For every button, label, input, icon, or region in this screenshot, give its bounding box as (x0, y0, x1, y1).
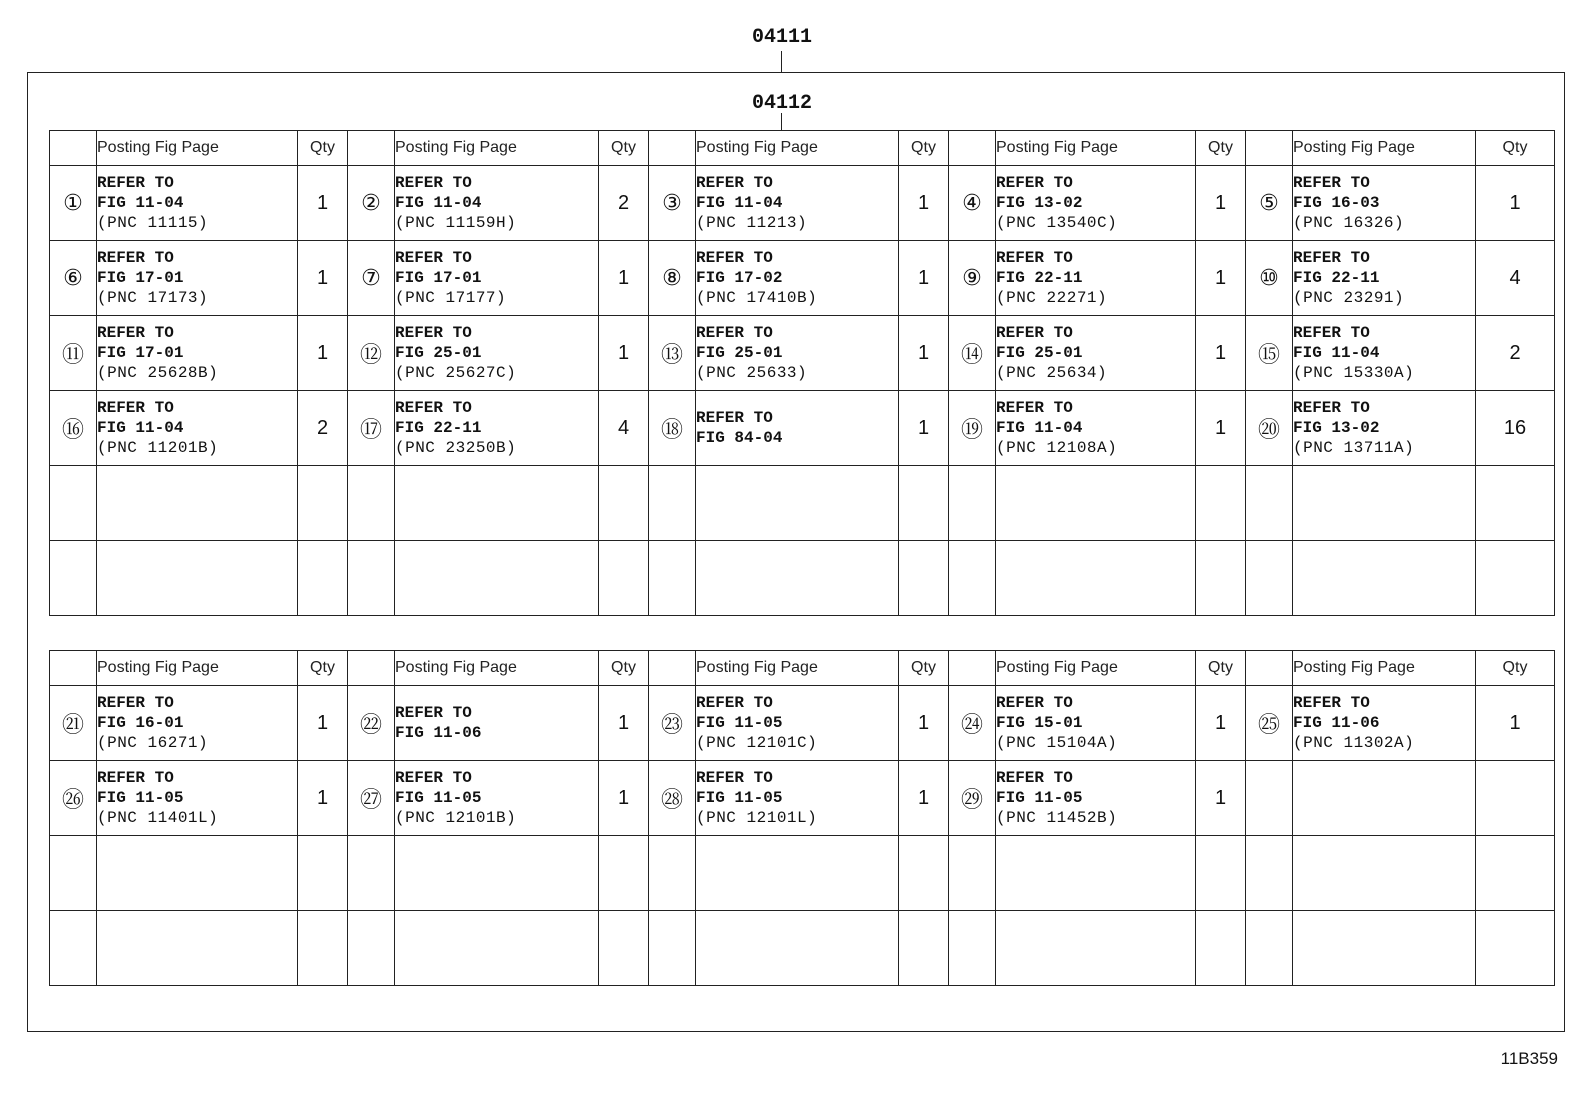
posting-fig-page-cell (395, 911, 599, 986)
header-num-cell (1246, 131, 1293, 166)
qty-cell (599, 541, 649, 616)
header-num-cell (50, 651, 97, 686)
pnc-line: (PNC 11159H) (395, 214, 517, 232)
qty-cell (599, 911, 649, 986)
header-page-cell: Posting Fig Page (696, 651, 899, 686)
fig-line: FIG 11-04 (395, 194, 482, 212)
qty-cell: 16 (1476, 391, 1555, 466)
refer-line: REFER TO (97, 694, 174, 712)
item-number-cell: ⑭ (949, 316, 996, 391)
table-body (50, 166, 1555, 616)
header-page-cell: Posting Fig Page (996, 131, 1196, 166)
posting-fig-page-cell (1293, 836, 1476, 911)
header-num-cell (649, 131, 696, 166)
posting-fig-page-cell (1293, 686, 1476, 761)
item-number-cell: ⑰ (348, 391, 395, 466)
table-row (50, 241, 1555, 316)
qty-cell: 1 (298, 166, 348, 241)
item-number-cell (649, 466, 696, 541)
refer-line: REFER TO (696, 324, 773, 342)
posting-fig-page-cell (696, 166, 899, 241)
refer-line: REFER TO (97, 769, 174, 787)
item-number-cell (348, 466, 395, 541)
refer-line: REFER TO (696, 249, 773, 267)
pnc-line: (PNC 25628B) (97, 364, 219, 382)
header-page-cell: Posting Fig Page (1293, 131, 1476, 166)
table-header (50, 651, 1555, 686)
refer-line: REFER TO (996, 249, 1073, 267)
refer-line: REFER TO (97, 399, 174, 417)
item-number-cell: ㉙ (949, 761, 996, 836)
header-num-cell (348, 131, 395, 166)
refer-line: REFER TO (395, 704, 472, 722)
qty-cell: 1 (899, 166, 949, 241)
fig-line: FIG 11-04 (97, 419, 184, 437)
callout-inner-label: 04112 (751, 92, 813, 115)
parts-table-1 (49, 130, 1555, 616)
qty-cell: 1 (1196, 761, 1246, 836)
item-number-cell: ⑱ (649, 391, 696, 466)
callout-outer-label: 04111 (751, 26, 813, 49)
qty-cell: 1 (599, 316, 649, 391)
header-page-cell: Posting Fig Page (996, 651, 1196, 686)
qty-cell: 2 (1476, 316, 1555, 391)
fig-line: FIG 11-04 (97, 194, 184, 212)
item-number-cell (50, 836, 97, 911)
pnc-line: (PNC 11213) (696, 214, 808, 232)
fig-line: FIG 11-05 (395, 789, 482, 807)
header-num-cell (1246, 651, 1293, 686)
table-row (50, 836, 1555, 911)
posting-fig-page-cell (696, 911, 899, 986)
pnc-line: (PNC 12101B) (395, 809, 517, 827)
item-number-cell: ㉒ (348, 686, 395, 761)
posting-fig-page-cell (696, 836, 899, 911)
parts-table-2 (49, 650, 1555, 986)
table-row (50, 466, 1555, 541)
posting-fig-page-cell (996, 391, 1196, 466)
qty-cell: 4 (599, 391, 649, 466)
item-number-cell: ① (50, 166, 97, 241)
refer-line: REFER TO (1293, 399, 1370, 417)
fig-line: FIG 16-01 (97, 714, 184, 732)
qty-cell: 1 (599, 686, 649, 761)
item-number-cell (1246, 761, 1293, 836)
qty-cell: 1 (899, 391, 949, 466)
qty-cell: 1 (1196, 166, 1246, 241)
qty-cell (1476, 466, 1555, 541)
posting-fig-page-cell (996, 686, 1196, 761)
refer-line: REFER TO (97, 324, 174, 342)
header-qty-cell: Qty (1196, 651, 1246, 686)
header-num-cell (949, 131, 996, 166)
fig-line: FIG 22-11 (996, 269, 1083, 287)
posting-fig-page-cell (696, 391, 899, 466)
pnc-line: (PNC 23250B) (395, 439, 517, 457)
item-number-cell (649, 836, 696, 911)
posting-fig-page-cell (1293, 316, 1476, 391)
qty-cell (1196, 466, 1246, 541)
qty-cell: 1 (298, 241, 348, 316)
qty-cell: 1 (899, 241, 949, 316)
item-number-cell: ㉓ (649, 686, 696, 761)
fig-line: FIG 11-05 (996, 789, 1083, 807)
header-num-cell (949, 651, 996, 686)
header-qty-cell: Qty (298, 651, 348, 686)
header-qty-cell: Qty (599, 131, 649, 166)
item-number-cell: ㉑ (50, 686, 97, 761)
qty-cell: 1 (599, 761, 649, 836)
callout-inner-leader (781, 113, 782, 130)
fig-line: FIG 11-06 (1293, 714, 1380, 732)
posting-fig-page-cell (696, 541, 899, 616)
refer-line: REFER TO (1293, 174, 1370, 192)
fig-line: FIG 15-01 (996, 714, 1083, 732)
qty-cell: 1 (1196, 316, 1246, 391)
fig-line: FIG 11-04 (1293, 344, 1380, 362)
item-number-cell: ⑥ (50, 241, 97, 316)
item-number-cell (1246, 911, 1293, 986)
item-number-cell: ㉘ (649, 761, 696, 836)
posting-fig-page-cell (1293, 241, 1476, 316)
pnc-line: (PNC 11302A) (1293, 734, 1415, 752)
posting-fig-page-cell (996, 836, 1196, 911)
pnc-line: (PNC 13540C) (996, 214, 1118, 232)
posting-fig-page-cell (97, 466, 298, 541)
item-number-cell (348, 911, 395, 986)
figure-id: 11B359 (1500, 1049, 1558, 1068)
item-number-cell: ⑪ (50, 316, 97, 391)
fig-line: FIG 17-01 (97, 344, 184, 362)
item-number-cell: ㉖ (50, 761, 97, 836)
header-qty-cell: Qty (599, 651, 649, 686)
item-number-cell (949, 541, 996, 616)
posting-fig-page-cell (1293, 911, 1476, 986)
qty-cell (899, 911, 949, 986)
item-number-cell (649, 541, 696, 616)
table-row (50, 911, 1555, 986)
posting-fig-page-cell (395, 836, 599, 911)
posting-fig-page-cell (395, 466, 599, 541)
qty-cell (1196, 836, 1246, 911)
header-page-cell: Posting Fig Page (1293, 651, 1476, 686)
refer-line: REFER TO (696, 174, 773, 192)
posting-fig-page-cell (996, 316, 1196, 391)
pnc-line: (PNC 22271) (996, 289, 1108, 307)
header-qty-cell: Qty (899, 651, 949, 686)
table-header (50, 131, 1555, 166)
pnc-line: (PNC 17177) (395, 289, 507, 307)
item-number-cell (649, 911, 696, 986)
refer-line: REFER TO (1293, 324, 1370, 342)
table-row (50, 541, 1555, 616)
posting-fig-page-cell (97, 391, 298, 466)
item-number-cell (949, 911, 996, 986)
item-number-cell (50, 466, 97, 541)
posting-fig-page-cell (996, 761, 1196, 836)
qty-cell (298, 541, 348, 616)
qty-cell (298, 911, 348, 986)
item-number-cell (50, 541, 97, 616)
fig-line: FIG 11-04 (696, 194, 783, 212)
posting-fig-page-cell (97, 166, 298, 241)
qty-cell: 1 (899, 316, 949, 391)
posting-fig-page-cell (996, 166, 1196, 241)
pnc-line: (PNC 16271) (97, 734, 209, 752)
header-row (50, 131, 1555, 166)
fig-line: FIG 25-01 (996, 344, 1083, 362)
qty-cell (899, 466, 949, 541)
posting-fig-page-cell (97, 911, 298, 986)
fig-line: FIG 17-01 (395, 269, 482, 287)
posting-fig-page-cell (696, 466, 899, 541)
pnc-line: (PNC 11115) (97, 214, 209, 232)
item-number-cell: ⑯ (50, 391, 97, 466)
posting-fig-page-cell (996, 911, 1196, 986)
item-number-cell: ③ (649, 166, 696, 241)
fig-line: FIG 11-06 (395, 724, 482, 742)
item-number-cell (50, 911, 97, 986)
table-body (50, 686, 1555, 986)
pnc-line: (PNC 23291) (1293, 289, 1405, 307)
refer-line: REFER TO (395, 249, 472, 267)
refer-line: REFER TO (696, 694, 773, 712)
qty-cell: 1 (899, 686, 949, 761)
refer-line: REFER TO (97, 249, 174, 267)
refer-line: REFER TO (395, 324, 472, 342)
item-number-cell: ⑮ (1246, 316, 1293, 391)
header-row (50, 651, 1555, 686)
item-number-cell: ⑲ (949, 391, 996, 466)
qty-cell (1476, 911, 1555, 986)
fig-line: FIG 17-01 (97, 269, 184, 287)
fig-line: FIG 22-11 (1293, 269, 1380, 287)
qty-cell: 1 (298, 316, 348, 391)
pnc-line: (PNC 12101L) (696, 809, 818, 827)
table-row (50, 391, 1555, 466)
qty-cell: 2 (298, 391, 348, 466)
item-number-cell (1246, 836, 1293, 911)
pnc-line: (PNC 15104A) (996, 734, 1118, 752)
qty-cell (599, 466, 649, 541)
fig-line: FIG 84-04 (696, 429, 783, 447)
qty-cell: 1 (298, 761, 348, 836)
qty-cell: 1 (1196, 686, 1246, 761)
posting-fig-page-cell (97, 541, 298, 616)
posting-fig-page-cell (1293, 466, 1476, 541)
pnc-line: (PNC 11452B) (996, 809, 1118, 827)
qty-cell (1196, 541, 1246, 616)
posting-fig-page-cell (395, 316, 599, 391)
qty-cell: 4 (1476, 241, 1555, 316)
fig-line: FIG 25-01 (395, 344, 482, 362)
pnc-line: (PNC 15330A) (1293, 364, 1415, 382)
refer-line: REFER TO (395, 769, 472, 787)
qty-cell: 1 (1476, 166, 1555, 241)
fig-line: FIG 11-05 (696, 789, 783, 807)
qty-cell (899, 836, 949, 911)
qty-cell: 1 (1476, 686, 1555, 761)
callout-outer-leader (781, 51, 782, 72)
posting-fig-page-cell (395, 166, 599, 241)
posting-fig-page-cell (97, 686, 298, 761)
refer-line: REFER TO (1293, 249, 1370, 267)
fig-line: FIG 11-05 (696, 714, 783, 732)
refer-line: REFER TO (996, 769, 1073, 787)
item-number-cell: ⑬ (649, 316, 696, 391)
header-num-cell (348, 651, 395, 686)
item-number-cell (1246, 541, 1293, 616)
item-number-cell: ㉔ (949, 686, 996, 761)
pnc-line: (PNC 17173) (97, 289, 209, 307)
pnc-line: (PNC 25627C) (395, 364, 517, 382)
header-qty-cell: Qty (1476, 131, 1555, 166)
fig-line: FIG 25-01 (696, 344, 783, 362)
header-page-cell: Posting Fig Page (395, 651, 599, 686)
posting-fig-page-cell (395, 686, 599, 761)
header-num-cell (50, 131, 97, 166)
qty-cell: 2 (599, 166, 649, 241)
item-number-cell: ⑳ (1246, 391, 1293, 466)
posting-fig-page-cell (996, 541, 1196, 616)
qty-cell (899, 541, 949, 616)
item-number-cell (949, 466, 996, 541)
table-row (50, 166, 1555, 241)
header-qty-cell: Qty (1196, 131, 1246, 166)
pnc-line: (PNC 11201B) (97, 439, 219, 457)
refer-line: REFER TO (996, 694, 1073, 712)
posting-fig-page-cell (1293, 761, 1476, 836)
item-number-cell: ⑦ (348, 241, 395, 316)
item-number-cell (348, 541, 395, 616)
item-number-cell: ㉗ (348, 761, 395, 836)
fig-line: FIG 16-03 (1293, 194, 1380, 212)
refer-line: REFER TO (395, 399, 472, 417)
header-qty-cell: Qty (298, 131, 348, 166)
posting-fig-page-cell (996, 241, 1196, 316)
posting-fig-page-cell (696, 686, 899, 761)
pnc-line: (PNC 25634) (996, 364, 1108, 382)
item-number-cell: ⑫ (348, 316, 395, 391)
qty-cell (1196, 911, 1246, 986)
item-number-cell: ⑤ (1246, 166, 1293, 241)
pnc-line: (PNC 25633) (696, 364, 808, 382)
refer-line: REFER TO (996, 399, 1073, 417)
item-number-cell: ⑨ (949, 241, 996, 316)
posting-fig-page-cell (696, 241, 899, 316)
refer-line: REFER TO (1293, 694, 1370, 712)
pnc-line: (PNC 12101C) (696, 734, 818, 752)
posting-fig-page-cell (1293, 166, 1476, 241)
qty-cell (1476, 541, 1555, 616)
pnc-line: (PNC 17410B) (696, 289, 818, 307)
item-number-cell: ㉕ (1246, 686, 1293, 761)
pnc-line: (PNC 16326) (1293, 214, 1405, 232)
refer-line: REFER TO (395, 174, 472, 192)
posting-fig-page-cell (97, 761, 298, 836)
refer-line: REFER TO (97, 174, 174, 192)
posting-fig-page-cell (97, 316, 298, 391)
posting-fig-page-cell (97, 836, 298, 911)
posting-fig-page-cell (696, 761, 899, 836)
posting-fig-page-cell (395, 391, 599, 466)
fig-line: FIG 11-04 (996, 419, 1083, 437)
header-page-cell: Posting Fig Page (395, 131, 599, 166)
posting-fig-page-cell (1293, 541, 1476, 616)
qty-cell (298, 466, 348, 541)
table-row (50, 686, 1555, 761)
item-number-cell: ⑧ (649, 241, 696, 316)
pnc-line: (PNC 12108A) (996, 439, 1118, 457)
header-num-cell (649, 651, 696, 686)
refer-line: REFER TO (696, 409, 773, 427)
fig-line: FIG 13-02 (1293, 419, 1380, 437)
posting-fig-page-cell (696, 316, 899, 391)
posting-fig-page-cell (996, 466, 1196, 541)
qty-cell (599, 836, 649, 911)
header-page-cell: Posting Fig Page (696, 131, 899, 166)
table-row (50, 316, 1555, 391)
fig-line: FIG 17-02 (696, 269, 783, 287)
qty-cell: 1 (899, 761, 949, 836)
header-qty-cell: Qty (899, 131, 949, 166)
qty-cell (1476, 836, 1555, 911)
refer-line: REFER TO (696, 769, 773, 787)
qty-cell (1476, 761, 1555, 836)
refer-line: REFER TO (996, 324, 1073, 342)
qty-cell: 1 (298, 686, 348, 761)
posting-fig-page-cell (395, 761, 599, 836)
fig-line: FIG 11-05 (97, 789, 184, 807)
item-number-cell: ⑩ (1246, 241, 1293, 316)
qty-cell: 1 (599, 241, 649, 316)
fig-line: FIG 13-02 (996, 194, 1083, 212)
pnc-line: (PNC 11401L) (97, 809, 219, 827)
table-row (50, 761, 1555, 836)
item-number-cell: ④ (949, 166, 996, 241)
item-number-cell (1246, 466, 1293, 541)
fig-line: FIG 22-11 (395, 419, 482, 437)
pnc-line: (PNC 13711A) (1293, 439, 1415, 457)
header-page-cell: Posting Fig Page (97, 651, 298, 686)
header-page-cell: Posting Fig Page (97, 131, 298, 166)
item-number-cell (348, 836, 395, 911)
posting-fig-page-cell (395, 541, 599, 616)
item-number-cell (949, 836, 996, 911)
header-qty-cell: Qty (1476, 651, 1555, 686)
posting-fig-page-cell (1293, 391, 1476, 466)
qty-cell: 1 (1196, 241, 1246, 316)
item-number-cell: ② (348, 166, 395, 241)
posting-fig-page-cell (395, 241, 599, 316)
refer-line: REFER TO (996, 174, 1073, 192)
qty-cell: 1 (1196, 391, 1246, 466)
posting-fig-page-cell (97, 241, 298, 316)
qty-cell (298, 836, 348, 911)
